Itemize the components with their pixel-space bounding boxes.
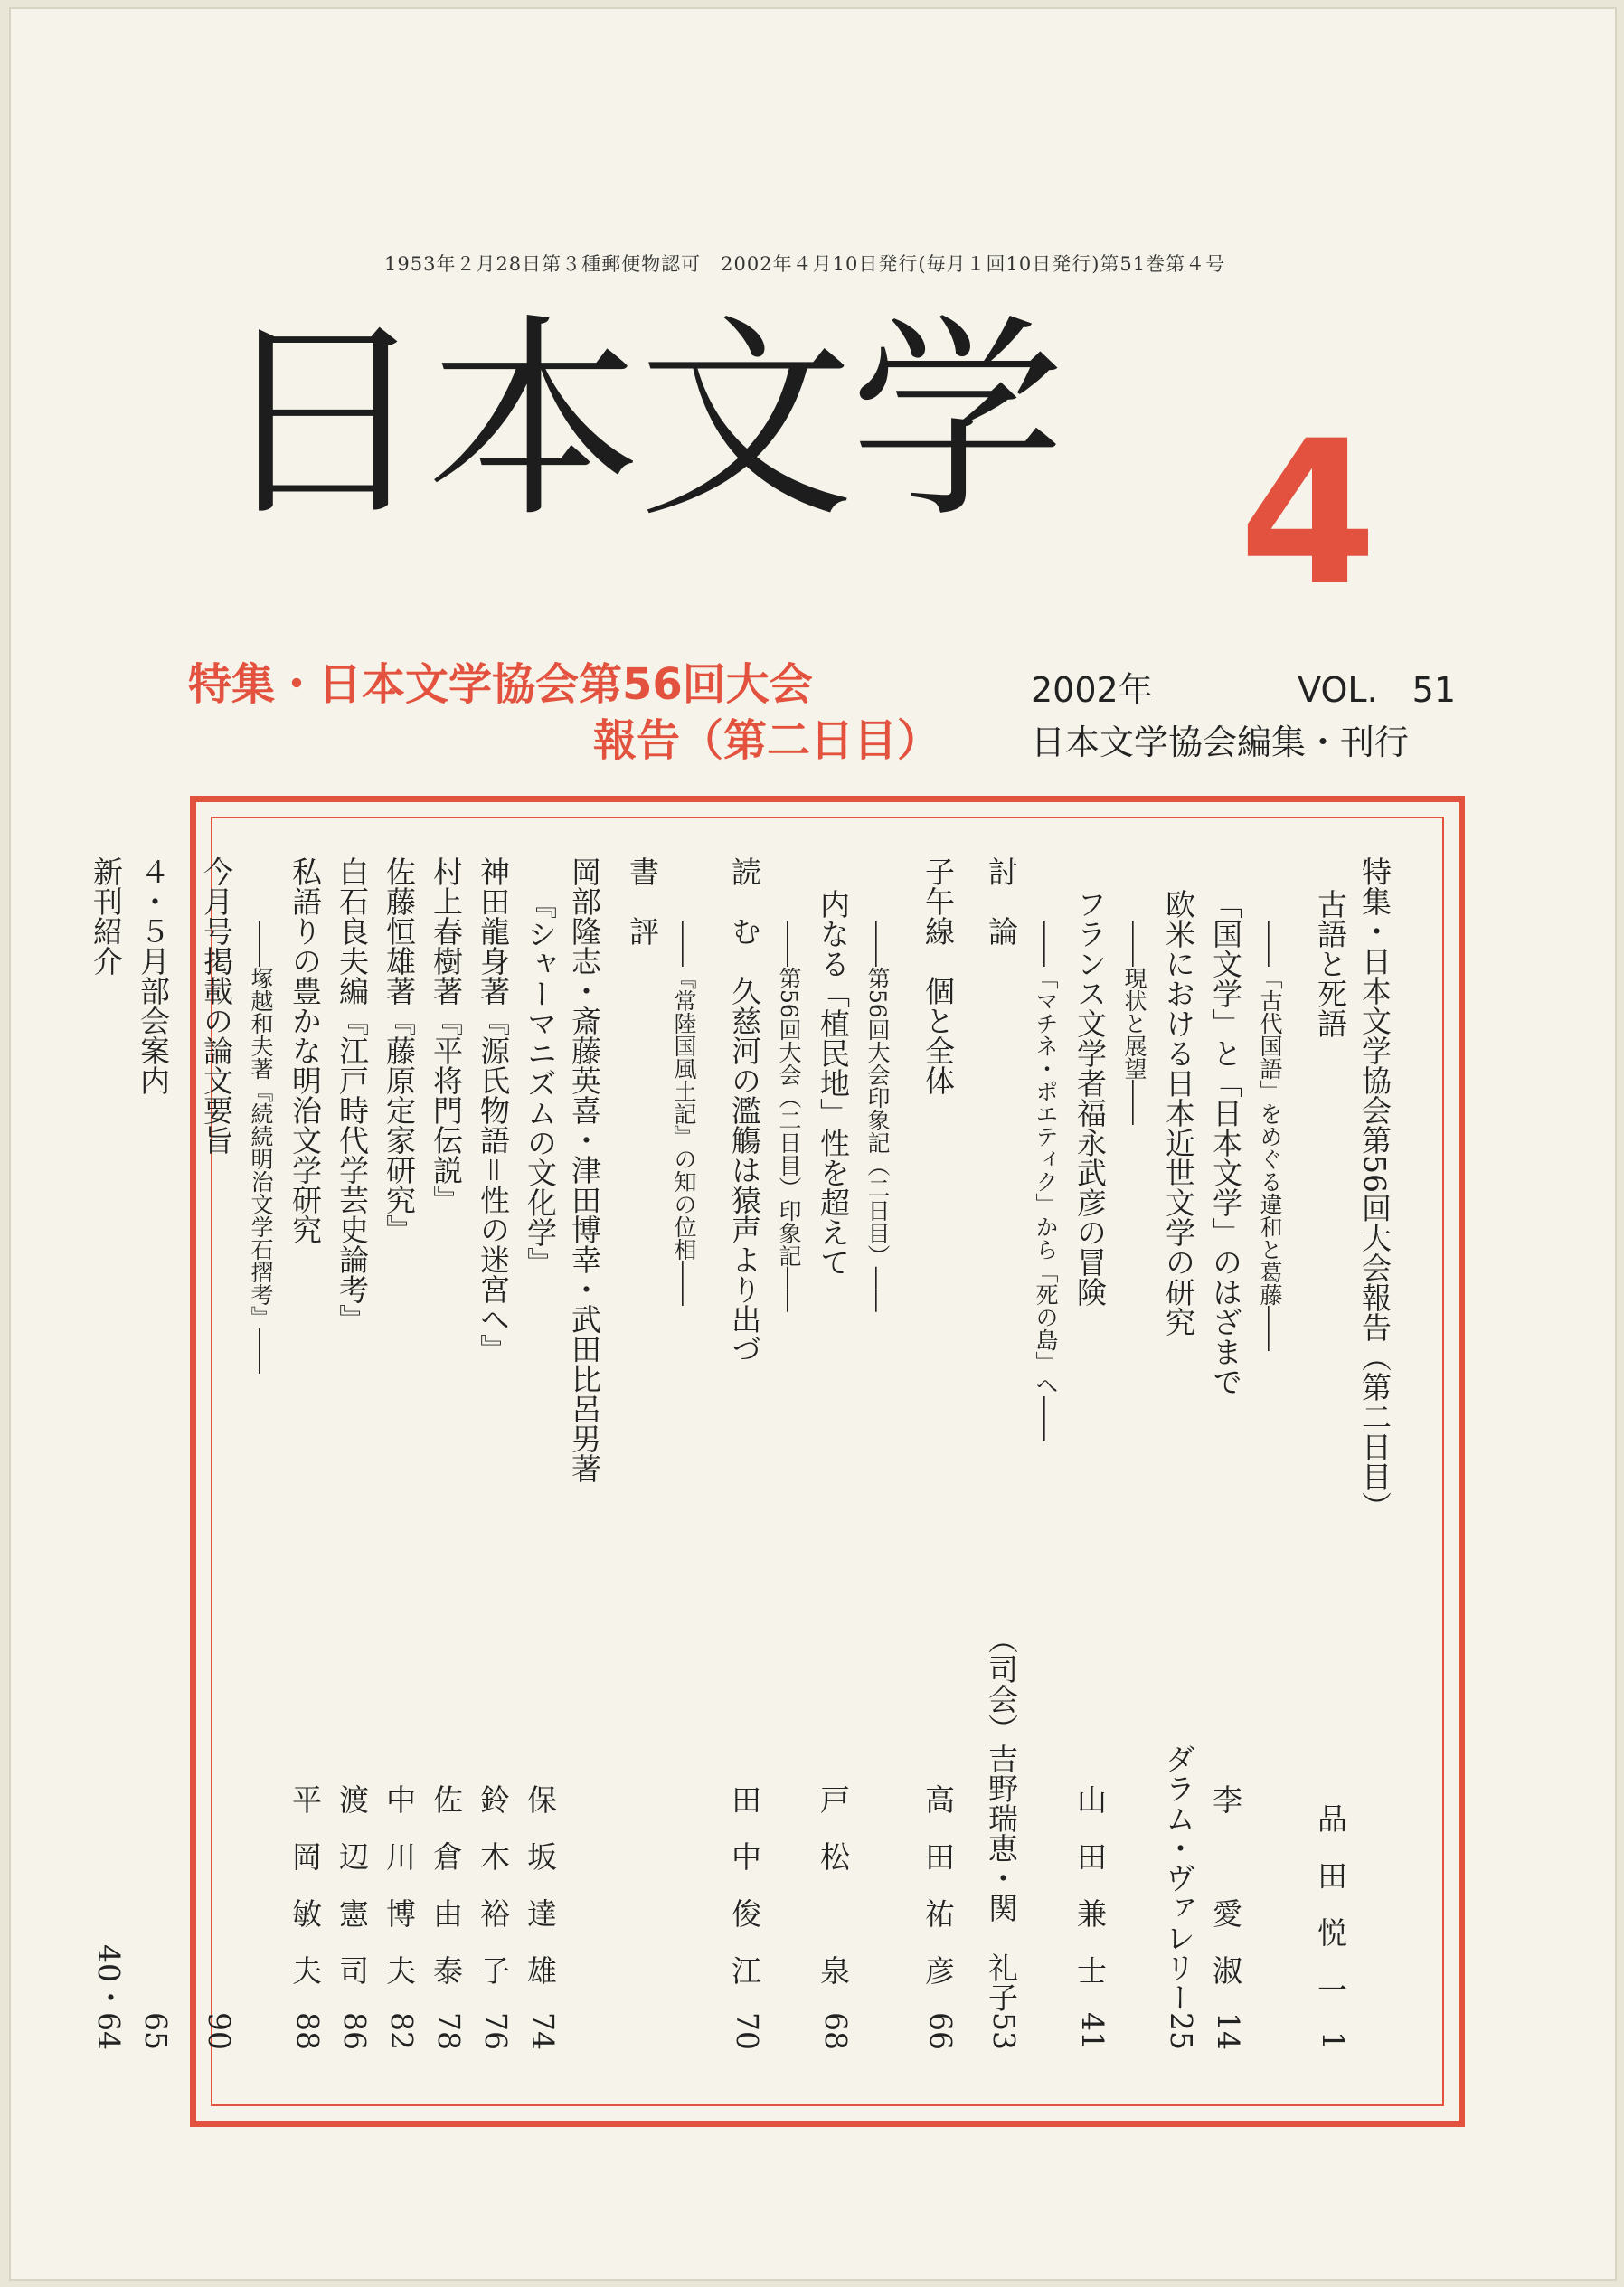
toc-entry-title-line: 岡部隆志・斎藤英喜・津田博幸・武田比呂男著 — [567, 856, 602, 1483]
toc-entry[interactable] — [129, 856, 176, 2050]
publication-volume: VOL. 51 — [1298, 670, 1456, 710]
toc-subtitle: ――「マチネ・ポエティク」から「死の島」へ―― — [1033, 921, 1059, 1441]
entry-author: 戸松 泉 — [816, 1784, 851, 2012]
entry-page: 14 — [1211, 2012, 1246, 2050]
entry-author: ダラム・ヴァレリー — [1161, 1744, 1196, 2012]
entry-author: 田中俊江 — [727, 1784, 762, 2012]
entry-author: 品田悦一 — [1313, 1803, 1348, 2031]
entry-page: 53 — [987, 2012, 1022, 2050]
toc-entry[interactable] — [1202, 856, 1249, 2050]
publication-year: 2002年 — [1031, 670, 1153, 710]
entry-page: 70 — [730, 2012, 765, 2050]
toc-entry[interactable] — [1066, 856, 1113, 2050]
entry-title: 佐藤恒雄著『藤原定家研究』 — [382, 856, 417, 1244]
entry-author: 渡辺憲司 — [335, 1784, 370, 2012]
toc-subtitle: ――塚越和夫著『続続明治文学石摺考』―― — [248, 921, 274, 1374]
entry-page: 78 — [431, 2012, 467, 2050]
journal-cover — [9, 7, 1617, 2281]
entry-title: 私語りの豊かな明治文学研究 — [288, 856, 323, 1244]
entry-page: 65 — [138, 2012, 174, 2050]
toc-entry[interactable] — [1307, 856, 1354, 2050]
toc-entry[interactable] — [809, 856, 856, 2050]
entry-title: フランス文学者福永武彦の冒険 — [1072, 889, 1108, 1307]
entry-author: 平岡敏夫 — [288, 1784, 323, 2012]
entry-author: 保坂達雄 — [523, 1784, 558, 2012]
toc-entry[interactable] — [375, 856, 422, 2050]
entry-author: 李 愛淑 — [1208, 1784, 1243, 2012]
entry-title: 討 論 — [984, 856, 1019, 946]
toc-section-label: 書 評 — [625, 856, 660, 946]
entry-title: 内なる「植民地」性を超えて — [816, 889, 851, 1277]
toc-entry[interactable] — [281, 856, 328, 2050]
issue-number: 4 — [1239, 398, 1378, 629]
toc-subtitle: ――第56回大会（二日目）印象記―― — [776, 921, 802, 1312]
entry-page: 82 — [384, 2012, 420, 2050]
entry-title: 神田龍身著『源氏物語＝性の迷宮へ』 — [476, 856, 511, 1364]
entry-page: 88 — [290, 2012, 326, 2050]
entry-author: 高田祐彦 — [921, 1784, 956, 2012]
toc-entry[interactable] — [1155, 856, 1202, 2050]
entry-title: 古語と死語 — [1313, 889, 1348, 1038]
entry-title: 白石良夫編『江戸時代学芸史論考』 — [335, 856, 370, 1334]
toc-subtitle: ――現状と展望―― — [1121, 921, 1147, 1125]
toc-entry[interactable] — [328, 856, 375, 2050]
entry-author: 佐倉由泰 — [429, 1784, 464, 2012]
toc-entry[interactable] — [193, 856, 240, 2050]
toc-subtitle: ――第56回大会印象記（二日目）―― — [864, 921, 891, 1312]
publication-info — [1031, 664, 1456, 769]
entry-author: 鈴木裕子 — [476, 1784, 511, 2012]
toc-subtitle: ――『常陸国風土記』の知の位相―― — [671, 921, 697, 1306]
table-of-contents-frame — [89, 796, 1465, 2127]
entry-page: 90 — [202, 2012, 237, 2050]
entry-page: 1 — [1316, 2031, 1351, 2050]
entry-page: 76 — [478, 2012, 514, 2050]
journal-title: 日本文学 — [215, 297, 1062, 547]
entry-title: 『シャーマニズムの文化学』 — [523, 889, 558, 1277]
publisher: 日本文学協会編集・刊行 — [1031, 723, 1410, 762]
entry-page: 40・64 — [91, 1944, 127, 2050]
toc-entry[interactable] — [82, 856, 129, 2050]
toc-entry[interactable] — [914, 856, 961, 2050]
entry-title: 読 む 久慈河の濫觴は猿声より出づ — [727, 856, 762, 1364]
feature-line-2: 報告（第二日目） — [592, 715, 940, 766]
toc-subtitle: ――「古代国語」をめぐる違和と葛藤―― — [1257, 921, 1283, 1351]
entry-page: 86 — [337, 2012, 373, 2050]
entry-author: （司会）吉野瑞恵・関 礼子 — [984, 1624, 1019, 2012]
table-of-contents — [82, 856, 1395, 2050]
toc-entry[interactable] — [977, 856, 1024, 2050]
entry-title: 今月号掲載の論文要旨 — [199, 856, 234, 1155]
feature-heading — [188, 657, 948, 769]
entry-title: 「国文学」と「日本文学」のはざまで — [1208, 889, 1243, 1396]
toc-entry[interactable] — [516, 856, 563, 2050]
entry-title: 村上春樹著『平将門伝説』 — [429, 856, 464, 1214]
entry-title: 子午線 個と全体 — [921, 856, 956, 1095]
toc-entry[interactable] — [469, 856, 516, 2050]
entry-page: 74 — [525, 2012, 561, 2050]
entry-title: 新刊紹介 — [89, 856, 124, 976]
entry-title: ４・５月部会案内 — [136, 856, 171, 1095]
entry-page: 25 — [1164, 2012, 1199, 2050]
toc-entry[interactable] — [721, 856, 768, 2050]
postal-notice: 1953年２月28日第３種郵便物認可 2002年４月10日発行(毎月１回10日発行)第51巻第４号 — [384, 253, 1226, 275]
entry-page: 66 — [923, 2012, 958, 2050]
entry-page: 41 — [1075, 2012, 1110, 2050]
entry-title: 欧米における日本近世文学の研究 — [1161, 889, 1196, 1337]
entry-author: 山田兼士 — [1072, 1784, 1108, 2012]
entry-page: 68 — [818, 2012, 854, 2050]
feature-line-1: 特集・日本文学協会第56回大会 — [188, 659, 813, 710]
toc-entry[interactable] — [422, 856, 469, 2050]
entry-author: 中川博夫 — [382, 1784, 417, 2012]
toc-heading: 特集・日本文学協会第56回大会報告（第二日目） — [1357, 856, 1393, 1521]
